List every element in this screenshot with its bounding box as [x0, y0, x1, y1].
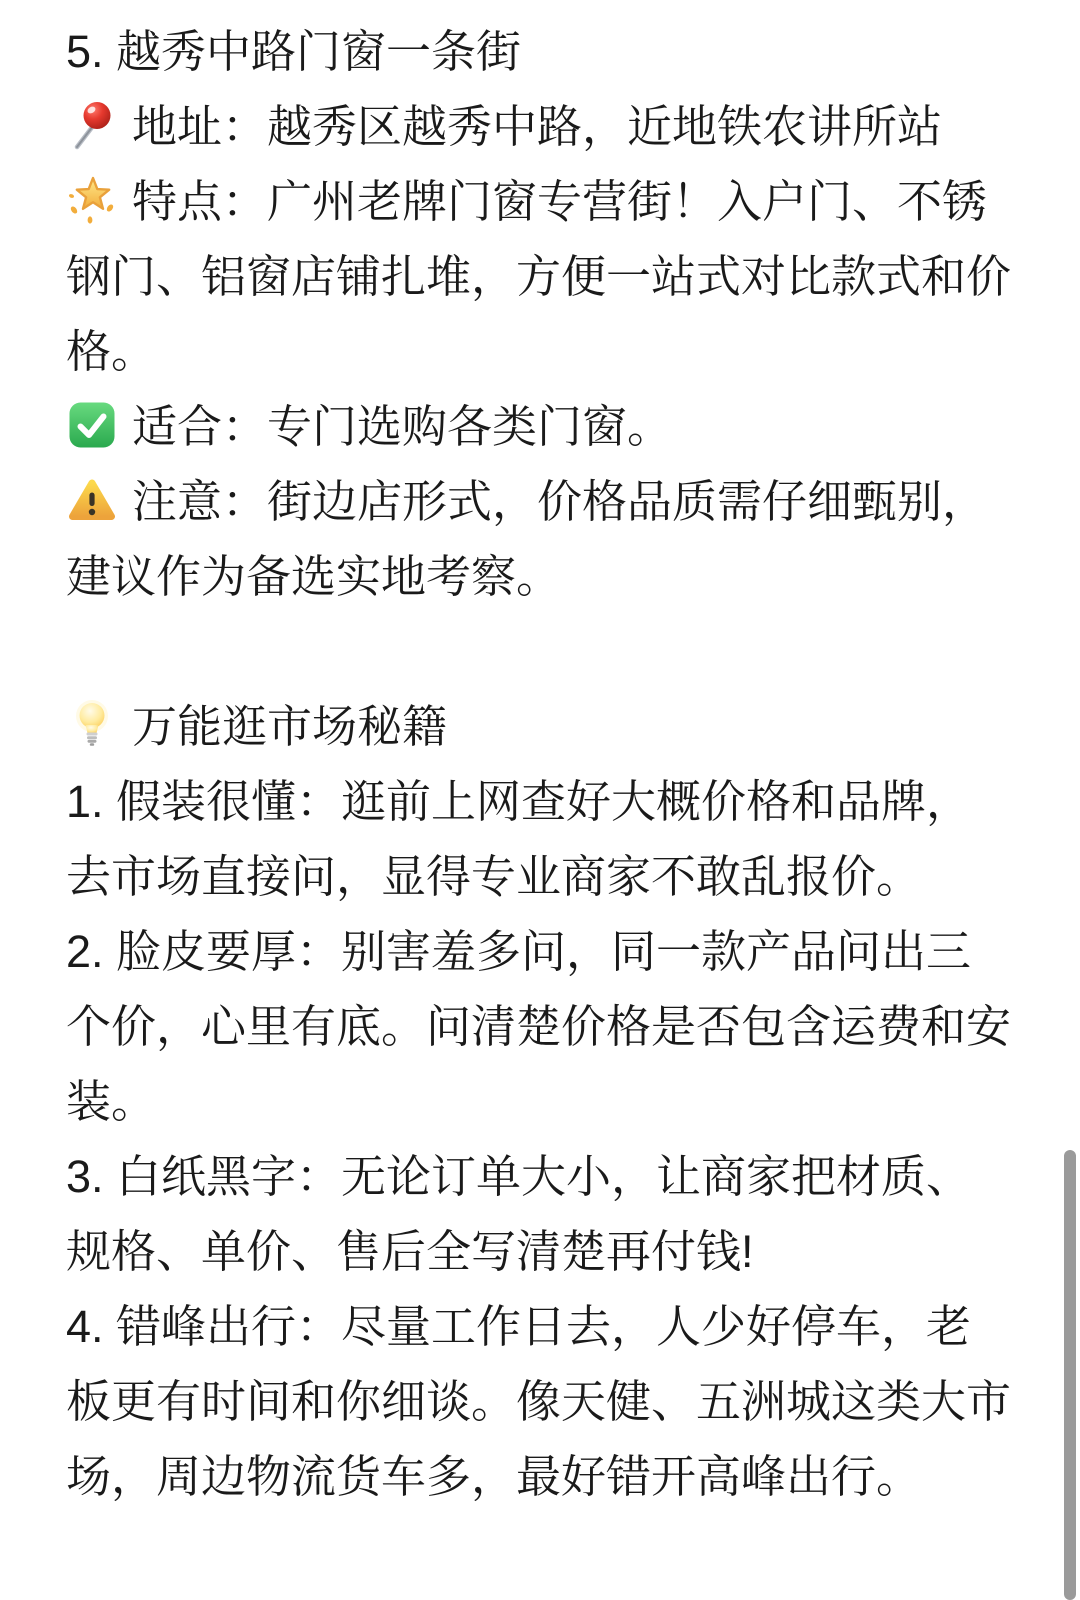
- tip-text: 1. 假装很懂：逛前上网查好大概价格和品牌，去市场直接问，显得专业商家不敢乱报价。: [66, 776, 972, 902]
- tip-text: 3. 白纸黑字：无论订单大小，让商家把材质、规格、单价、售后全写清楚再付钱!: [66, 1151, 972, 1277]
- glowing-star-icon: [66, 174, 118, 226]
- tips-heading: [66, 689, 1012, 764]
- tip-item-2: [66, 914, 1012, 1139]
- check-mark-icon: [66, 399, 118, 451]
- tips-heading-text: 万能逛市场秘籍: [132, 701, 448, 752]
- tip-text: 4. 错峰出行：尽量工作日去，人少好停车，老板更有时间和你细谈。像天健、五洲城这类大市场，周边物流货车多，最好错开高峰出行。: [66, 1301, 1012, 1502]
- light-bulb-icon: [66, 699, 118, 751]
- tip-text: 2. 脸皮要厚：别害羞多问，同一款产品问出三个价，心里有底。问清楚价格是否包含运费和安装。: [66, 926, 1012, 1127]
- section-heading: [66, 14, 1012, 89]
- scrollbar-thumb[interactable]: [1064, 1150, 1076, 1600]
- round-pushpin-icon: [66, 99, 118, 151]
- tip-item-4: [66, 1289, 1012, 1514]
- bullet-address: [66, 89, 1012, 164]
- bullet-caution: [66, 464, 1012, 614]
- warning-icon: [66, 474, 118, 526]
- section-heading-text: 5. 越秀中路门窗一条街: [66, 26, 522, 77]
- bullet-features: [66, 164, 1012, 389]
- bullet-text: 适合：专门选购各类门窗。: [132, 401, 673, 452]
- bullet-text: 地址：越秀区越秀中路，近地铁农讲所站: [132, 101, 943, 152]
- bullet-suitable: [66, 389, 1012, 464]
- tip-item-1: [66, 764, 1012, 914]
- bullet-text: 注意：街边店形式，价格品质需仔细甄别，建议作为备选实地考察。: [66, 476, 988, 602]
- bullet-text: 特点：广州老牌门窗专营街！入户门、不锈钢门、铝窗店铺扎堆，方便一站式对比款式和价格。: [66, 176, 1012, 377]
- tip-item-3: [66, 1139, 1012, 1289]
